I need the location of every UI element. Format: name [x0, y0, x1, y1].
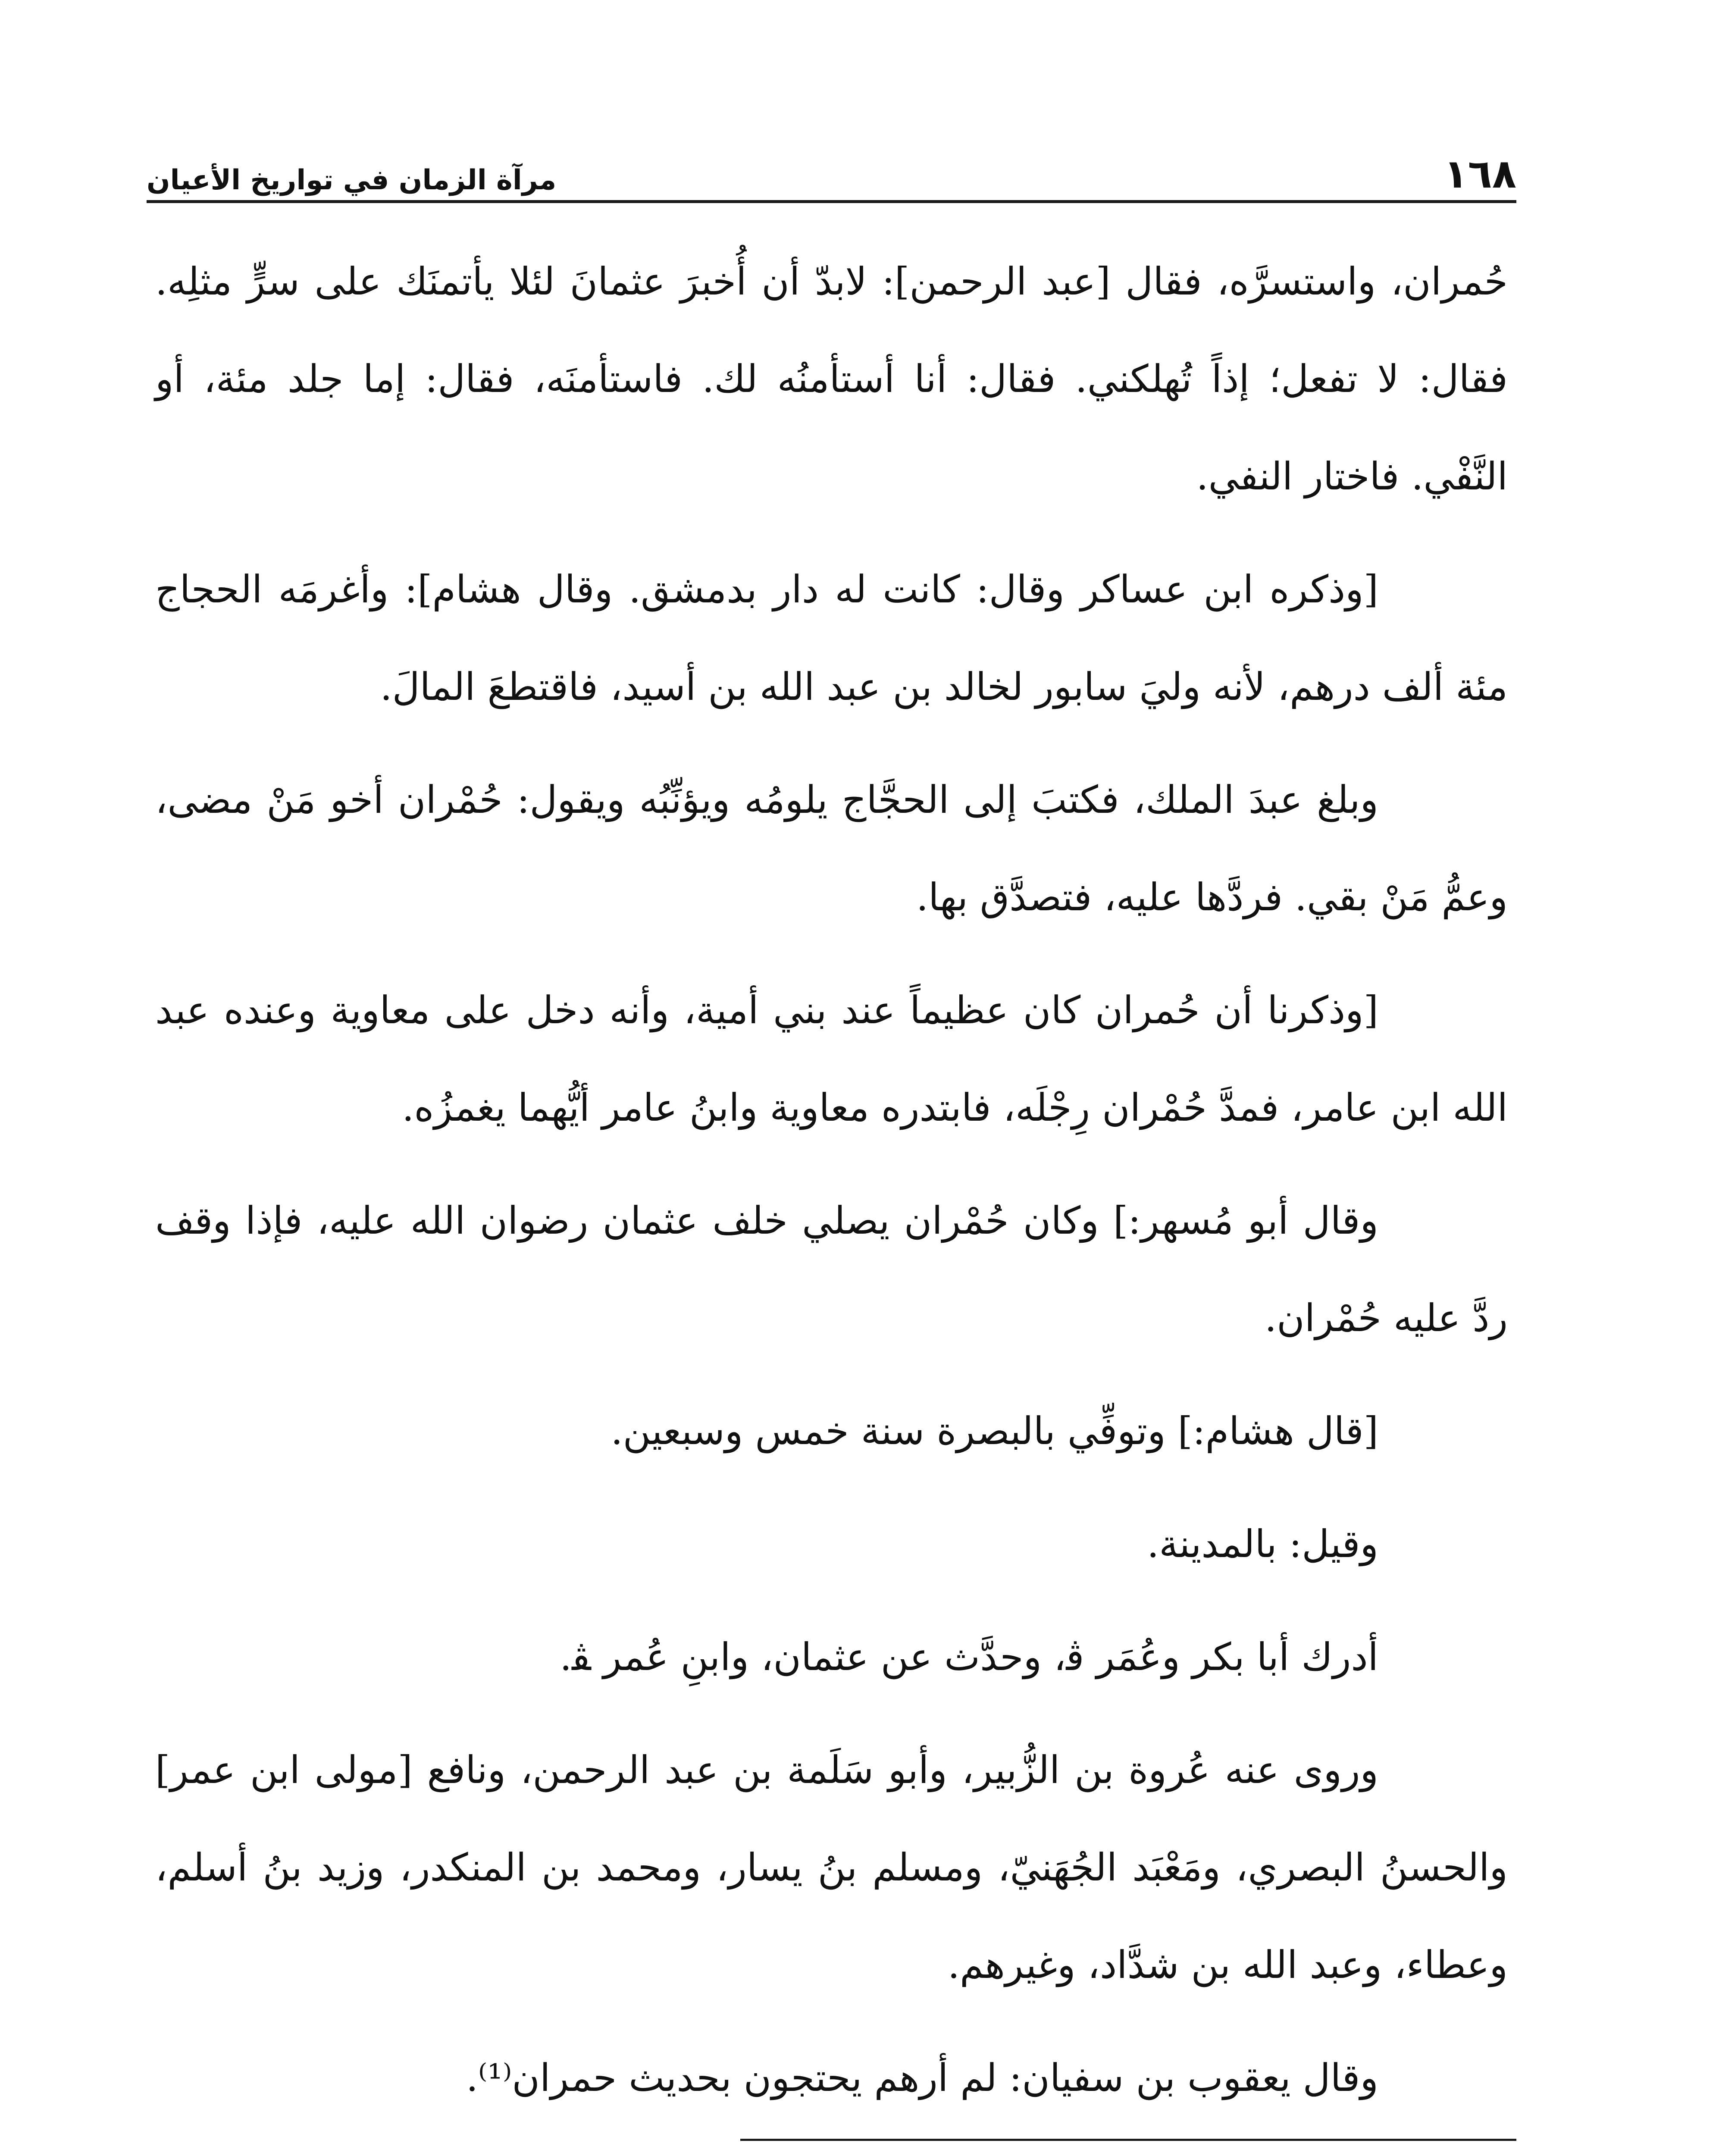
- paragraph-3: وبلغ عبدَ الملك، فكتبَ إلى الحجَّاج يلومُه ويؤنِّبُه ويقول: حُمْران أخو مَنْ مضى، وعمُّ مَنْ بقي. فردَّها عليه، فتصدَّق بها.: [155, 777, 1508, 919]
- page-number: ١٦٨: [1443, 151, 1516, 197]
- main-text: [155, 233, 1508, 2156]
- paragraph-6: [قال هشام:] وتوفِّي بالبصرة سنة خمس وسبعين.: [611, 1409, 1378, 1453]
- paragraph-9: وروى عنه عُروة بن الزُّبير، وأبو سَلَمة بن عبد الرحمن، ونافع [مولى ابن عمر] والحسنُ البصري، ومَعْبَد الجُهَنيّ، ومسلم بنُ يسار، ومحمد بن المنكدر، وزيد بنُ أسلم، وعطاء، وعبد الله بن شدَّاد، وغيرهم.: [155, 1748, 1508, 1987]
- paragraph-11: [155, 2142, 1508, 2156]
- paragraph-5: وقال أبو مُسهر:] وكان حُمْران يصلي خلف عثمان رضوان الله عليه، فإذا وقف ردَّ عليه حُمْران.: [155, 1198, 1508, 1340]
- page-header: [147, 129, 1516, 203]
- paragraph-7: وقيل: بالمدينة.: [1147, 1522, 1378, 1566]
- paragraph-10: وقال يعقوب بن سفيان: لم أرهم يحتجون بحديث حمران⁽¹⁾.: [466, 2056, 1378, 2100]
- running-title: مرآة الزمان في تواريخ الأعيان: [147, 164, 557, 196]
- paragraph-8: أدرك أبا بكر وعُمَر ﭬ، وحدَّث عن عثمان، وابنِ عُمر ﭭ.: [560, 1635, 1378, 1679]
- paragraph-2: [وذكره ابن عساكر وقال: كانت له دار بدمشق. وقال هشام]: وأغرمَه الحجاج مئة ألف درهم، لأنه وليَ سابور لخالد بن عبد الله بن أسيد، فاقتطعَ المالَ.: [155, 567, 1508, 709]
- paragraph-4: [وذكرنا أن حُمران كان عظيماً عند بني أمية، وأنه دخل على معاوية وعنده عبد الله ابن عامر، فمدَّ حُمْران رِجْلَه، فابتدره معاوية وابنُ عامر أيُّهما يغمزُه.: [155, 988, 1508, 1130]
- paragraph-1: حُمران، واستسرَّه، فقال [عبد الرحمن]: لابدّ أن أُخبرَ عثمانَ لئلا يأتمنَك على سرٍّ مثلِه. فقال: لا تفعل؛ إذاً تُهلكني. فقال: أنا أستأمنُه لك. فاستأمنَه، فقال: إما جلد مئة، أو النَّفْي. فاختار النفي.: [155, 259, 1508, 498]
- footnote-divider: [740, 2139, 1516, 2141]
